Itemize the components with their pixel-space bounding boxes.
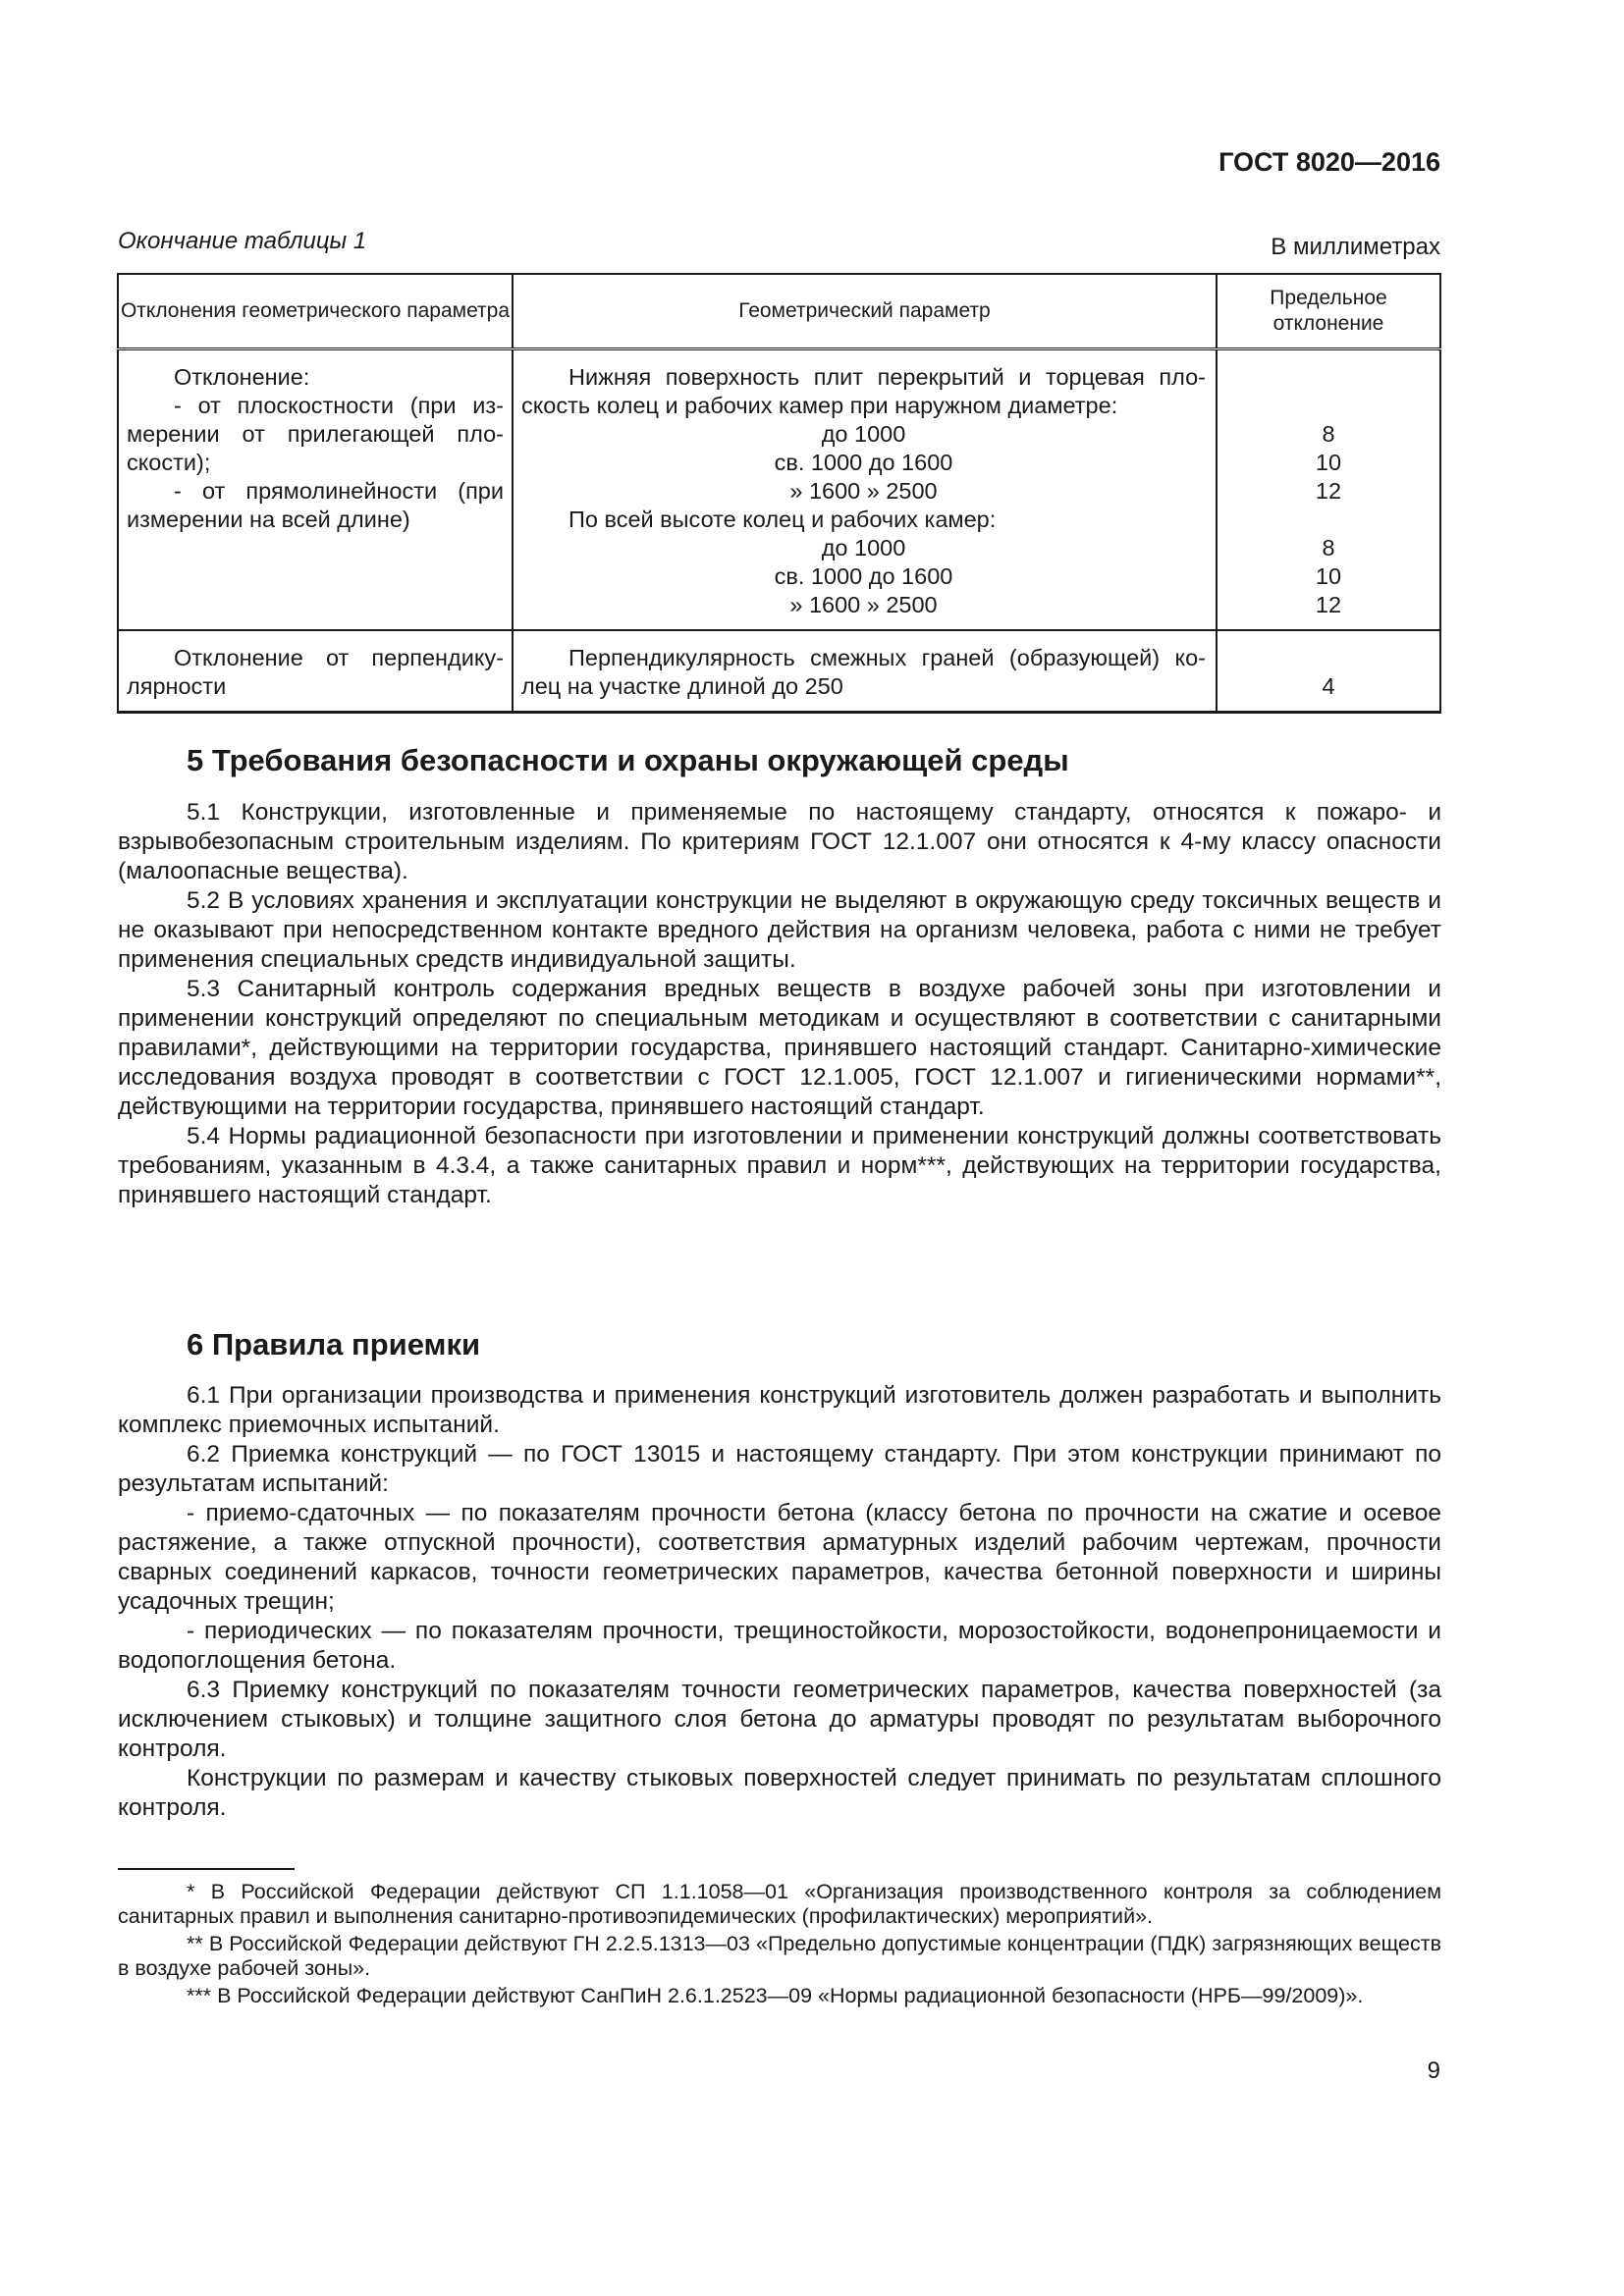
paragraph: 5.4 Нормы радиационной безопасности при изготовлении и применении конструкций должны соответствовать требованиям, указанным в 4.3.4, а также санитарных правил и норм***, действующих на территории государства, принявшего настоящий стандарт. — [118, 1123, 1441, 1208]
cell-line: » 1600 » 2500 — [789, 478, 938, 504]
limit-value: 4 — [1322, 673, 1335, 699]
footnote: ** В Российской Федерации действуют ГН 2.2.5.1313—03 «Предельно допустимые концентрации (ПДК) загрязняющих веществ в воздухе рабочей зоны». — [118, 1932, 1441, 1980]
footnote: *** В Российской Федерации действуют СанПиН 2.6.1.2523—09 «Нормы радиационной безопасности (НРБ—99/2009)». — [187, 1984, 1364, 2007]
table-row — [118, 630, 1440, 713]
cell-line: скости); — [127, 450, 211, 475]
section-6 — [118, 1327, 1441, 1823]
limit-value: 10 — [1315, 450, 1342, 475]
table-caption: Окончание таблицы 1 — [118, 228, 367, 254]
cell-line: св. 1000 до 1600 — [774, 450, 953, 475]
limit-value: 8 — [1322, 421, 1335, 447]
limit-value: 12 — [1315, 592, 1342, 617]
cell-line: Нижняя поверхность плит перекрытий и торцевая пло- — [568, 364, 1206, 390]
cell-line: Перпендикулярность смежных граней (образующей) ко- — [568, 645, 1206, 670]
cell-line: св. 1000 до 1600 — [774, 563, 953, 589]
footnotes — [118, 1880, 1441, 2011]
paragraph: - приемо-сдаточных — по показателям прочности бетона (классу бетона по прочности на сжатие и осевое растяжение, а также отпускной прочности), соответствия арматурных изделий рабочим чертежам, прочности сварных соединений каркасов, точности геометрических параметров, качества бетонной поверхности и ширины усадочных трещин; — [118, 1500, 1441, 1615]
row2-parameter-cell — [513, 630, 1217, 713]
row2-deviation-cell — [118, 630, 513, 713]
table-units: В миллиметрах — [1271, 234, 1440, 260]
limit-value: 8 — [1322, 535, 1335, 561]
header-deviation: Отклонения геометрического параметра — [118, 274, 513, 349]
cell-line: скость колец и рабочих камер при наружном диаметре: — [521, 393, 1118, 418]
row1-deviation-cell — [118, 349, 513, 631]
section-5-title: 5 Требования безопасности и охраны окружающей среды — [187, 743, 1069, 777]
cell-line: - от плоскостности (при из- — [174, 393, 504, 418]
page-number: 9 — [1427, 2057, 1440, 2084]
cell-line: По всей высоте колец и рабочих камер: — [568, 507, 997, 532]
cell-line: лец на участке длиной до 250 — [521, 673, 843, 699]
cell-line: мерении от прилегающей пло- — [127, 421, 504, 447]
paragraph: 6.3 Приемку конструкций по показателям точности геометрических параметров, качества поверхностей (за исключением стыковых) и толщине защитного слоя бетона до арматуры проводят по результатам выборочного контроля. — [118, 1677, 1441, 1762]
table-header-row — [118, 274, 1440, 349]
cell-line: лярности — [127, 673, 227, 699]
cell-line: измерении на всей длине) — [127, 507, 410, 532]
cell-line: » 1600 » 2500 — [789, 592, 938, 617]
cell-line: до 1000 — [821, 535, 906, 561]
cell-line: Отклонение от перпендику- — [174, 645, 504, 670]
paragraph: - периодических — по показателям прочности, трещиностойкости, морозостойкости, водонепроницаемости и водопоглощения бетона. — [118, 1618, 1441, 1674]
header-limit: Предельное отклонение — [1217, 274, 1440, 349]
row2-limit-cell — [1217, 630, 1440, 713]
table-row — [118, 349, 1440, 631]
cell-line: Отклонение: — [174, 364, 310, 390]
row1-limit-cell — [1217, 349, 1440, 631]
paragraph: 6.1 При организации производства и применения конструкций изготовитель должен разработать и выполнить комплекс приемочных испытаний. — [118, 1382, 1441, 1438]
paragraph: 6.2 Приемка конструкций — по ГОСТ 13015 и настоящему стандарту. При этом конструкции принимают по результатам испытаний: — [118, 1441, 1441, 1497]
footnote: * В Российской Федерации действуют СП 1.1.1058—01 «Организация производственного контроля за соблюдением санитарных правил и выполнения санитарно-противоэпидемических (профилактических) мероприятий». — [118, 1880, 1441, 1928]
cell-line: до 1000 — [821, 421, 906, 447]
section-5 — [118, 743, 1441, 1210]
row1-parameter-cell — [513, 349, 1217, 631]
deviation-table — [117, 273, 1441, 714]
paragraph: Конструкции по размерам и качеству стыковых поверхностей следует принимать по результатам сплошного контроля. — [118, 1765, 1441, 1821]
paragraph: 5.3 Санитарный контроль содержания вредных веществ в воздухе рабочей зоны при изготовлении и применении конструкций определяют по специальным методикам и осуществляют в соответствии с санитарными правилами*, действующими на территории государства, принявшего настоящий стандарт. Санитарно-химические исследования воздуха проводят в соответствии с ГОСТ 12.1.005, ГОСТ 12.1.007 и гигиеническими нормами**, действующими на территории государства, принявшего настоящий стандарт. — [118, 976, 1441, 1120]
paragraph: 5.1 Конструкции, изготовленные и применяемые по настоящему стандарту, относятся к пожаро- и взрывобезопасным строительным изделиям. По критериям ГОСТ 12.1.007 они относятся к 4-му классу опасности (малоопасные вещества). — [118, 799, 1441, 884]
paragraph: 5.2 В условиях хранения и эксплуатации конструкции не выделяют в окружающую среду токсичных веществ и не оказывают при непосредственном контакте вредного действия на организм человека, работа с ними не требует применения специальных средств индивидуальной защиты. — [118, 887, 1441, 973]
limit-value: 12 — [1315, 478, 1342, 504]
limit-value: 10 — [1315, 563, 1342, 589]
footnote-divider — [118, 1868, 295, 1870]
section-6-title: 6 Правила приемки — [187, 1327, 481, 1362]
header-parameter: Геометрический параметр — [513, 274, 1217, 349]
doc-code: ГОСТ 8020—2016 — [1218, 147, 1440, 177]
cell-line: - от прямолинейности (при — [174, 478, 504, 504]
